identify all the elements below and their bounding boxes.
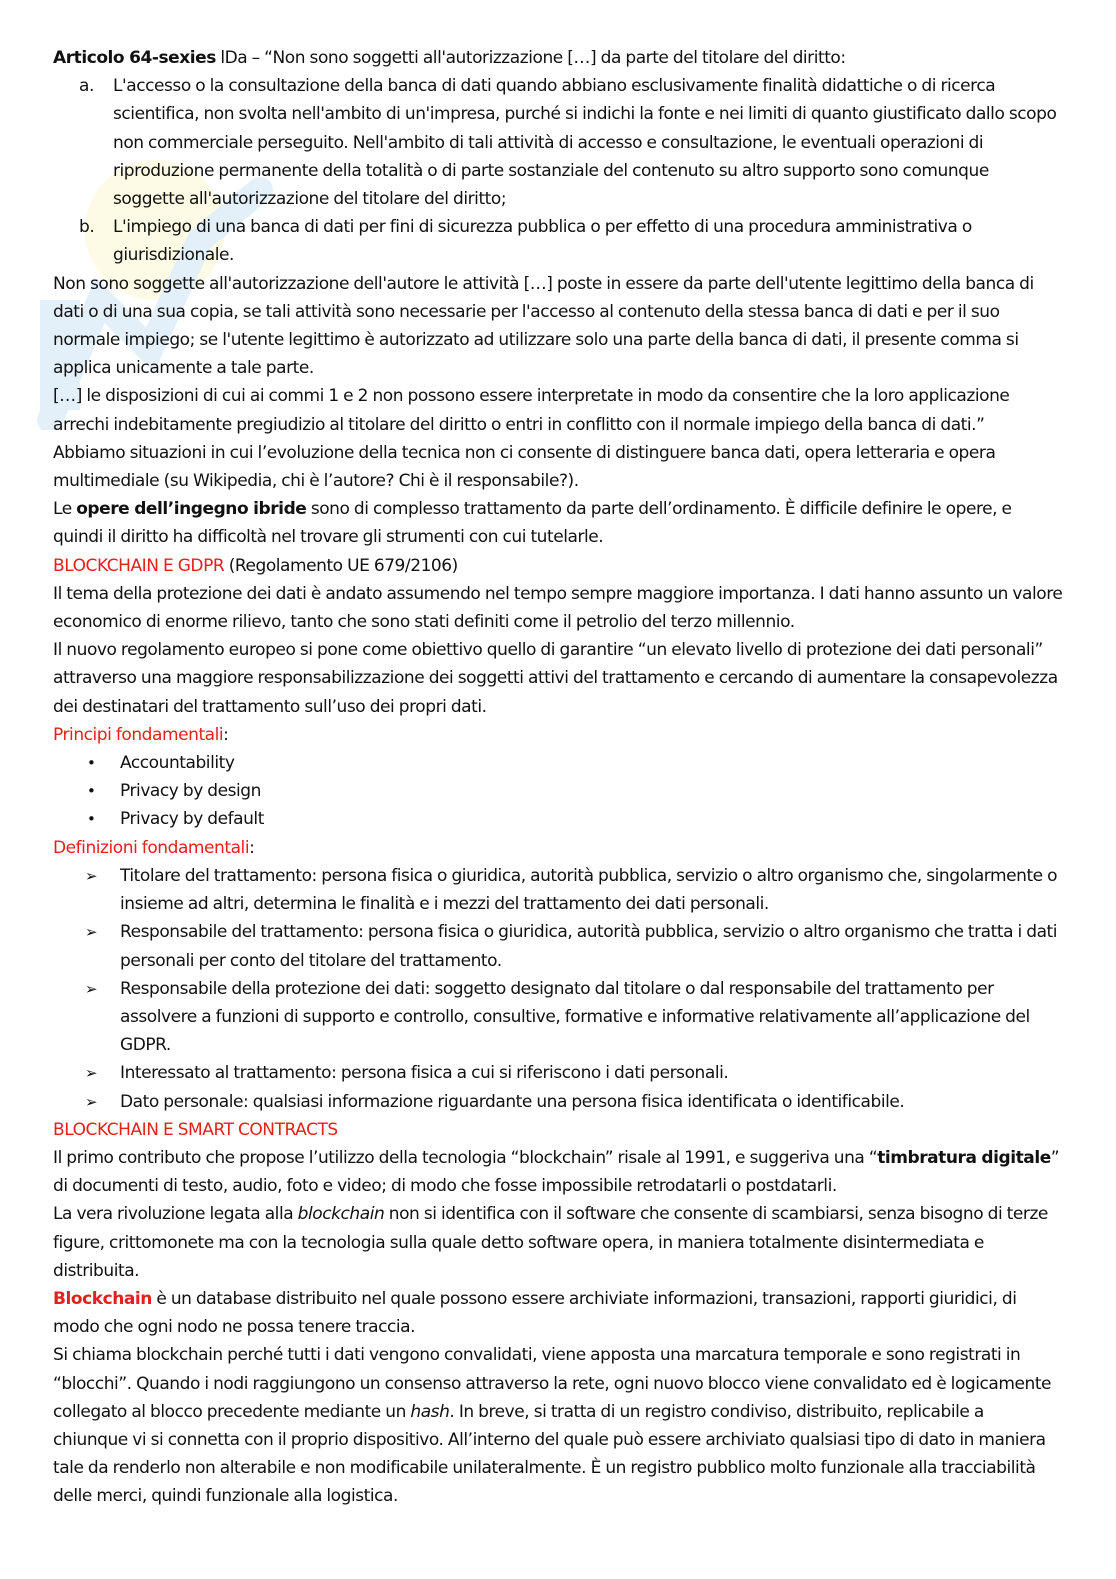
art-title: Articolo 64-sexies <box>53 48 216 68</box>
list-item: ➢ Responsabile del trattamento: persona fisica o giuridica, autorità pubblica, servizio o altro organismo che tratta i dati personali per conto del titolare del trattamento. <box>85 922 1058 971</box>
document-page <box>53 44 1063 1511</box>
smart-paragraph-4: Si chiama blockchain perché tutti i dati vengono convalidati, viene apposta una marcatura temporale e sono registrati in “blocchi”. Quando i nodi raggiungono un consenso attraverso la rete, ogni nuovo blocco viene convalidato ed è logicamente collegato al blocco precedente mediante un hash. In breve, si tratta di un registro condiviso, distribuito, replicabile a chiunque vi si connetta con il proprio dispositivo. All’interno del quale può essere archiviato qualsiasi tipo di dato in maniera tale da renderlo non alterabile e non modificabile unilateralmente. È un registro pubblico molto funzionale alla tracciabilità delle merci, quindi funzionale alla logistica. <box>53 1345 1052 1507</box>
art-list <box>53 72 1063 269</box>
list-item: • Accountability <box>87 753 235 774</box>
gdpr-paragraph-2: Il nuovo regolamento europeo si pone come obiettivo quello di garantire “un elevato livello di protezione dei dati personali” attraverso una maggiore responsabilizzazione dei soggetti attivi del trattamento e cercando di aumentare la consapevolezza dei destinatari del trattamento sull’uso dei propri dati. <box>53 640 1058 717</box>
paragraph-abbiamo: Abbiamo situazioni in cui l’evoluzione della tecnica non ci consente di distinguere banca dati, opera letteraria e opera multimediale (su Wikipedia, chi è l’autore? Chi è il responsabile?). <box>53 442 996 492</box>
definizioni-list <box>53 862 1063 1116</box>
art-paragraph-1: Non sono soggette all'autorizzazione dell'autore le attività […] poste in essere da parte dell'utente legittimo della banca di dati o di una sua copia, se tali attività sono necessarie per l'accesso al contenuto della stessa banca di dati e per il suo normale impiego; se l'utente legittimo è autorizzato ad utilizzare solo una parte della banca di dati, il presente comma si applica unicamente a tale parte. <box>53 273 1034 379</box>
smart-paragraph-1: Il primo contributo che propose l’utilizzo della tecnologia “blockchain” risale al 1991, e suggeriva una “timbratura digitale” di documenti di testo, audio, foto e video; di modo che fosse impossibile retrodatarli o postdatarli. <box>53 1147 1060 1197</box>
list-item: a. L'accesso o la consultazione della banca di dati quando abbiano esclusivamente finalità didattiche o di ricerca scientifica, non svolta nell'ambito di un'impresa, purché si indichi la fonte e nei limiti di quanto giustificato dallo scopo non commerciale perseguito. Nell'ambito di tali attività di accesso e consultazione, le eventuali operazioni di riproduzione permanente della totalità o di parte sostanziale del contenuto su altro supporto sono comunque soggette all'autorizzazione del titolare del diritto; <box>79 76 1057 210</box>
list-item: ➢ Interessato al trattamento: persona fisica a cui si riferiscono i dati personali. <box>85 1063 729 1084</box>
list-item: • Privacy by default <box>87 809 264 830</box>
list-item: ➢ Titolare del trattamento: persona fisica o giuridica, autorità pubblica, servizio o altro organismo che, singolarmente o insieme ad altri, determina le finalità e i mezzi del trattamento dei dati personali. <box>85 865 1058 915</box>
heading-smart-contracts: BLOCKCHAIN E SMART CONTRACTS <box>53 1119 338 1140</box>
heading-gdpr: BLOCKCHAIN E GDPR (Regolamento UE 679/2106) <box>53 555 458 576</box>
paragraph-opere: Le opere dell’ingegno ibride sono di complesso trattamento da parte dell’ordinamento. È difficile definire le opere, e quindi il diritto ha difficoltà nel trovare gli strumenti con cui tutelarle. <box>53 499 1012 548</box>
principi-list <box>53 749 1063 834</box>
art-paragraph-2: […] le disposizioni di cui ai commi 1 e 2 non possono essere interpretate in modo da consentire che la loro applicazione arrechi indebitamente pregiudizio al titolare del diritto o entri in conflitto con il normale impiego della banca di dati.” <box>53 386 1010 435</box>
gdpr-paragraph-1: Il tema della protezione dei dati è andato assumendo nel tempo sempre maggiore importanza. I dati hanno assunto un valore economico di enorme rilievo, tanto che sono stati definiti come il petrolio del terzo millennio. <box>53 583 1063 633</box>
smart-paragraph-2: La vera rivoluzione legata alla blockchain non si identifica con il software che consente di scambiarsi, senza bisogno di terze figure, crittomonete ma con la tecnologia sulla quale detto software opera, in maniera totalmente disintermediata e distribuita. <box>53 1204 1048 1281</box>
list-item: ➢ Dato personale: qualsiasi informazione riguardante una persona fisica identificata o identificabile. <box>85 1091 905 1112</box>
list-item: b. L'impiego di una banca di dati per fini di sicurezza pubblica o per effetto di una procedura amministrativa o giurisdizionale. <box>79 217 972 266</box>
list-item: • Privacy by design <box>87 781 261 802</box>
definizioni-heading: Definizioni fondamentali: <box>53 837 255 858</box>
principi-heading: Principi fondamentali: <box>53 724 229 745</box>
smart-paragraph-3: Blockchain è un database distribuito nel quale possono essere archiviate informazioni, transazioni, rapporti giuridici, di modo che ogni nodo ne possa tenere traccia. <box>53 1288 1017 1338</box>
art-intro: Articolo 64-sexies lDa – “Non sono soggetti all'autorizzazione […] da parte del titolare del diritto: <box>53 48 846 68</box>
list-item: ➢ Responsabile della protezione dei dati: soggetto designato dal titolare o dal responsabile del trattamento per assolvere a funzioni di supporto e controllo, consultive, formative e informative relativamente all’applicazione del GDPR. <box>85 978 1030 1056</box>
